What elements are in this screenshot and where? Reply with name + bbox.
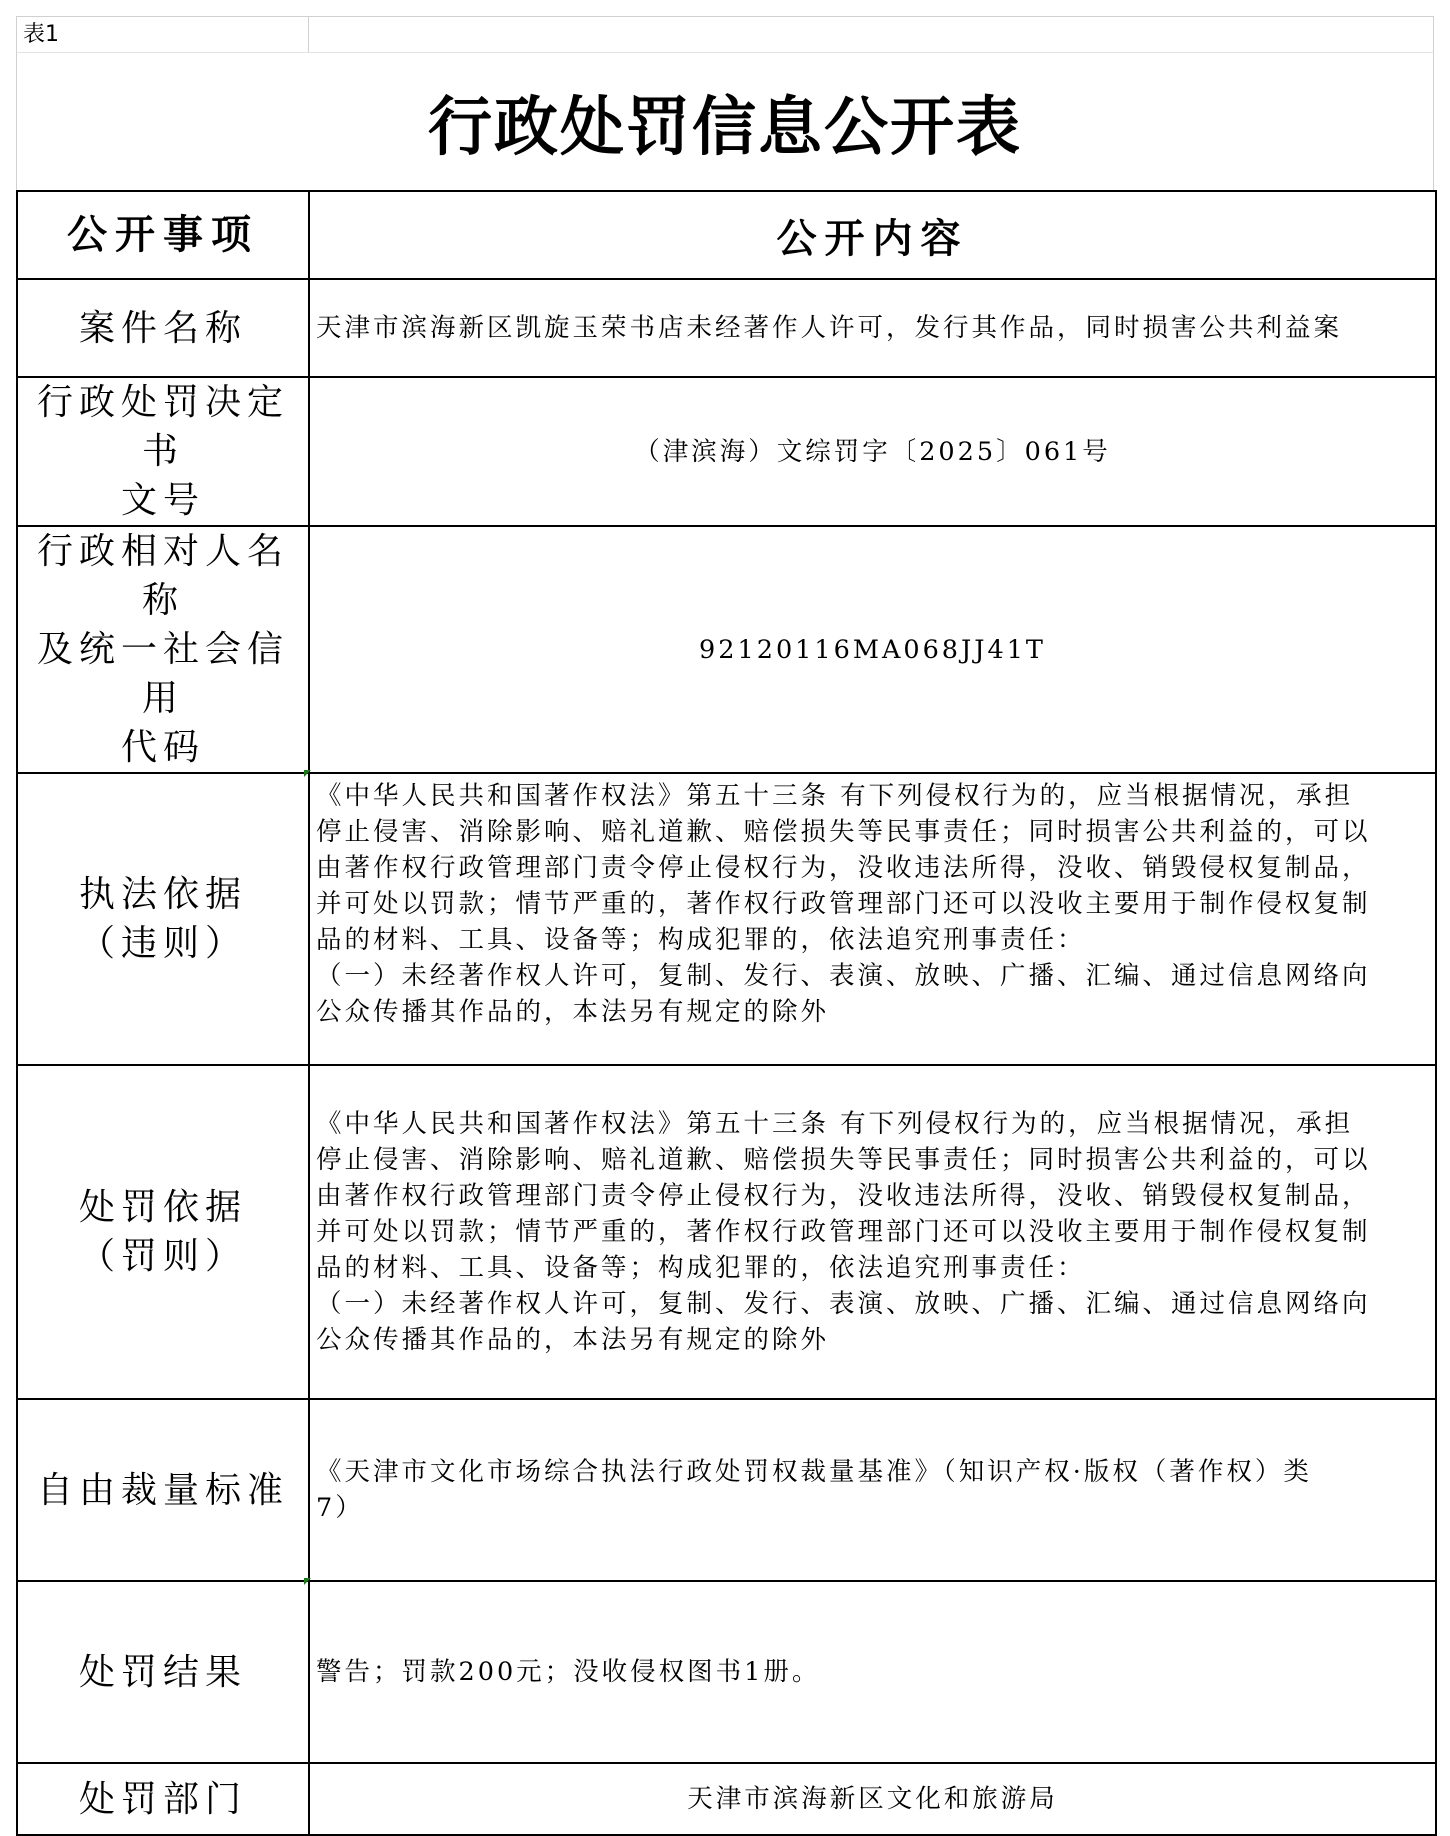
violation-basis-value	[309, 773, 1436, 1065]
row-discretion	[17, 1399, 1436, 1581]
result-value: 警告；罚款200元；没收侵权图书1册。	[309, 1581, 1436, 1763]
info-table	[16, 190, 1437, 1836]
violation-basis-label-line2: （违则）	[78, 923, 247, 964]
party-label-line3: 代码	[120, 727, 205, 768]
text-line: （一）未经著作权人许可，复制、发行、表演、放映、广播、汇编、通过信息网络向	[316, 1289, 1371, 1319]
party-label-line2: 及统一社会信用	[36, 629, 289, 719]
header-content: 公开内容	[309, 191, 1436, 279]
text-line: 品的材料、工具、设备等；构成犯罪的，依法追究刑事责任：	[316, 1253, 1086, 1283]
header-row	[17, 191, 1436, 279]
decision-no-label-line1: 行政处罚决定书	[36, 382, 289, 472]
row-party	[17, 526, 1436, 773]
department-label: 处罚部门	[17, 1763, 309, 1835]
row-decision-no	[17, 377, 1436, 526]
text-line: 7）	[316, 1493, 364, 1523]
text-line: 由著作权行政管理部门责令停止侵权行为，没收违法所得，没收、销毁侵权复制品，	[316, 1181, 1371, 1211]
discretion-label: 自由裁量标准	[17, 1399, 309, 1581]
party-label-line1: 行政相对人名称	[36, 531, 289, 621]
decision-no-value: （津滨海）文综罚字〔2025〕061号	[309, 377, 1436, 526]
row-case-name	[17, 279, 1436, 377]
row-department	[17, 1763, 1436, 1835]
text-line: 公众传播其作品的，本法另有规定的除外	[316, 1325, 830, 1355]
text-line: 公众传播其作品的，本法另有规定的除外	[316, 997, 830, 1027]
department-value: 天津市滨海新区文化和旅游局	[309, 1763, 1436, 1835]
header-item: 公开事项	[17, 191, 309, 279]
decision-no-label-line2: 文号	[120, 480, 205, 521]
text-line: 并可处以罚款；情节严重的，著作权行政管理部门还可以没收主要用于制作侵权复制	[316, 889, 1371, 919]
text-line: 《中华人民共和国著作权法》第五十三条 有下列侵权行为的，应当根据情况，承担	[316, 781, 1354, 811]
decision-no-label	[17, 377, 309, 526]
text-line: 由著作权行政管理部门责令停止侵权行为，没收违法所得，没收、销毁侵权复制品，	[316, 853, 1371, 883]
party-value: 92120116MA068JJ41T	[309, 526, 1436, 773]
table-label-row	[16, 16, 1434, 52]
text-line: 《中华人民共和国著作权法》第五十三条 有下列侵权行为的，应当根据情况，承担	[316, 1109, 1354, 1139]
penalty-basis-value	[309, 1065, 1436, 1399]
table-label: 表1	[17, 17, 309, 53]
party-label	[17, 526, 309, 773]
row-result	[17, 1581, 1436, 1763]
violation-basis-label	[17, 773, 309, 1065]
page-title: 行政处罚信息公开表	[428, 89, 1022, 165]
discretion-value	[309, 1399, 1436, 1581]
result-label: 处罚结果	[17, 1581, 309, 1763]
text-line: 停止侵害、消除影响、赔礼道歉、赔偿损失等民事责任；同时损害公共利益的，可以	[316, 1145, 1371, 1175]
text-line: 停止侵害、消除影响、赔礼道歉、赔偿损失等民事责任；同时损害公共利益的，可以	[316, 817, 1371, 847]
case-name-value: 天津市滨海新区凯旋玉荣书店未经著作人许可，发行其作品，同时损害公共利益案	[309, 279, 1436, 377]
penalty-basis-label-line1: 处罚依据	[78, 1187, 247, 1228]
row-violation-basis	[17, 773, 1436, 1065]
penalty-basis-label	[17, 1065, 309, 1399]
text-line: 《天津市文化市场综合执法行政处罚权裁量基准》（知识产权·版权（著作权）类	[316, 1457, 1312, 1487]
text-line: 品的材料、工具、设备等；构成犯罪的，依法追究刑事责任：	[316, 925, 1086, 955]
penalty-basis-label-line2: （罚则）	[78, 1236, 247, 1277]
row-penalty-basis	[17, 1065, 1436, 1399]
title-row	[16, 52, 1434, 190]
violation-basis-label-line1: 执法依据	[78, 874, 247, 915]
text-line: 并可处以罚款；情节严重的，著作权行政管理部门还可以没收主要用于制作侵权复制	[316, 1217, 1371, 1247]
case-name-label: 案件名称	[17, 279, 309, 377]
text-line: （一）未经著作权人许可，复制、发行、表演、放映、广播、汇编、通过信息网络向	[316, 961, 1371, 991]
